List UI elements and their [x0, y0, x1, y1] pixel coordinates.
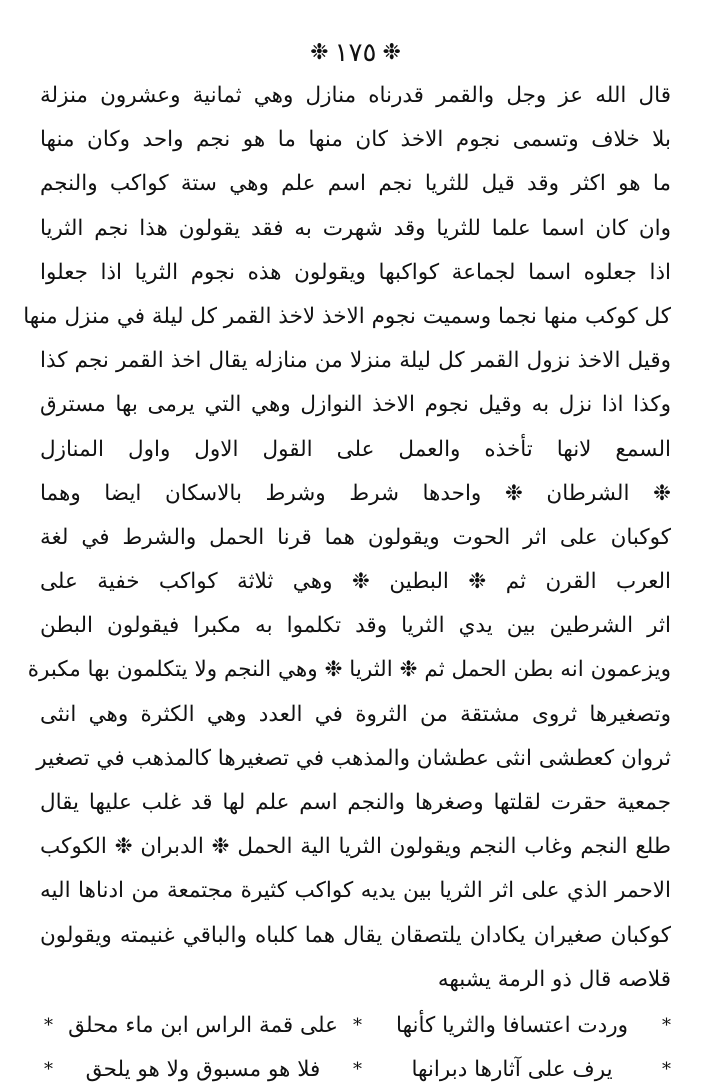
- verse-line: [40, 1048, 671, 1092]
- verse-second-hemistich: على قمة الراس ابن ماء محلق: [68, 1012, 338, 1038]
- text-line: بلا خلاف وتسمى نجوم الاخذ كان منها ما هو نجم واحد وكان منها: [40, 127, 671, 153]
- text-line: وتصغيرها ثروى مشتقة من الثروة في العدد وهي الكثرة وهي انثى: [40, 701, 671, 727]
- star-icon: *: [353, 1058, 362, 1080]
- poem-verses: [40, 1004, 671, 1092]
- text-line: وكذا اذا نزل به وقيل نجوم الاخذ النوازل وهي التي يرمى بها مسترق: [40, 392, 671, 418]
- verse-first-hemistich: يرف على آثارها دبرانها: [411, 1056, 613, 1082]
- text-line: قال الله عز وجل والقمر قدرناه منازل وهي ثمانية وعشرون منزلة: [40, 83, 671, 108]
- star-icon: *: [662, 1014, 671, 1036]
- text-line: الاحمر الذي على اثر الثريا بين يديه كواكب كثيرة مجتمعة من ادناها اليه: [40, 878, 671, 904]
- text-line: وقيل الاخذ نزول القمر كل ليلة منزلا من منازله يقال اخذ القمر نجم كذا: [40, 348, 671, 374]
- text-line: وان كان اسما علما للثريا وقد شهرت به فقد يقولون هذا نجم الثريا: [40, 215, 671, 241]
- text-line: جمعية حقرت لقلتها وصغرها والنجم اسم علم لها قد غلب عليها يقال: [40, 790, 671, 815]
- text-line: اذا جعلوه اسما لجماعة كواكبها ويقولون هذه نجوم الثريا اذا جعلوا: [40, 259, 671, 285]
- text-line: العرب القرن ثم ❉ البطين ❉ وهي ثلاثة كواكب خفية على: [40, 569, 671, 595]
- text-line: ويزعمون انه بطن الحمل ثم ❉ الثريا ❉ وهي النجم ولا يتكلمون بها مكبرة: [27, 657, 671, 683]
- verse-line: [40, 1004, 671, 1048]
- page-number: ١٧٥: [334, 38, 377, 68]
- text-line: قلاصه قال ذو الرمة يشبهه: [437, 966, 671, 992]
- text-line: ❉ الشرطان ❉ واحدها شرط وشرط بالاسكان ايضا وهما: [40, 480, 671, 506]
- ornament-icon: ❉: [310, 40, 329, 65]
- ornament-icon: ❉: [382, 40, 401, 65]
- text-line: ثروان كعطشى انثى عطشان والمذهب في تصغيرها كالمذهب في تصغير: [36, 745, 671, 771]
- text-line: طلع النجم وغاب النجم ويقولون الثريا الية الحمل ❉ الدبران ❉ الكوكب: [40, 834, 671, 860]
- body-text: [23, 74, 671, 1002]
- verse-second-hemistich: فلا هو مسبوق ولا هو يلحق: [85, 1056, 321, 1082]
- star-icon: *: [44, 1014, 53, 1036]
- text-line: كوكبان على اثر الحوت ويقولون هما قرنا الحمل والشرط في لغة: [40, 524, 671, 550]
- page-header: [40, 36, 671, 70]
- text-line: ما هو اكثر وقد قيل للثريا نجم اسم علم وهي ستة كواكب والنجم: [40, 171, 671, 197]
- text-line: اثر الشرطين بين يدي الثريا وقد تكلموا به مكبرا فيقولون البطن: [40, 613, 671, 639]
- star-icon: *: [353, 1014, 362, 1036]
- text-line: كوكبان صغيران يكادان يلتصقان يقال هما كلباه والباقي غنيمته ويقولون: [40, 922, 671, 948]
- text-line: كل كوكب منها نجما وسميت نجوم الاخذ لاخذ القمر كل ليلة في منزل منها: [23, 303, 671, 329]
- star-icon: *: [662, 1058, 671, 1080]
- star-icon: *: [44, 1058, 53, 1080]
- text-line: السمع لانها تأخذه والعمل على القول الاول واول المنازل: [40, 436, 671, 462]
- verse-first-hemistich: وردت اعتسافا والثريا كأنها: [396, 1012, 628, 1038]
